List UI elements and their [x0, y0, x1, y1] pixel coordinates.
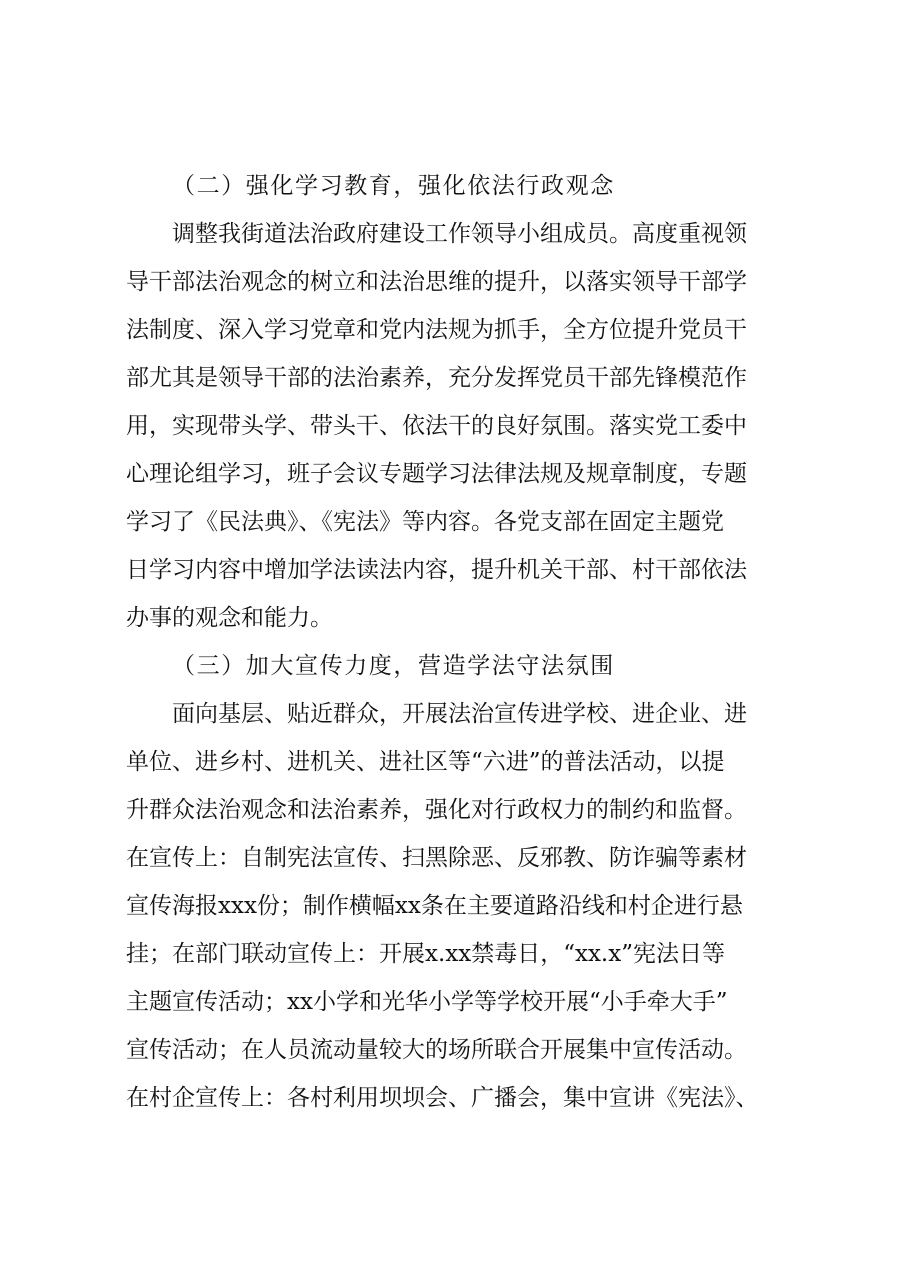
- section-2-paragraph-line-2: 导干部法治观念的树立和法治思维的提升，以落实领导干部学: [126, 269, 747, 295]
- section-3-paragraph-line-2: 单位、进乡村、进机关、进社区等“六进”的普法活动，以提: [126, 749, 725, 775]
- section-3-paragraph-line-7: 主题宣传活动；xx小学和光华小学等学校开展“小手牵大手”: [126, 989, 728, 1015]
- section-3-paragraph-line-6: 挂；在部门联动宣传上：开展x.xx禁毒日，“xx.x”宪法日等: [126, 941, 725, 967]
- section-2-paragraph-line-7: 学习了《民法典》、《宪法》等内容。各党支部在固定主题党: [126, 509, 724, 535]
- section-3-heading: （三）加大宣传力度，营造学法守法氛围: [172, 653, 615, 679]
- section-2-paragraph-line-8: 日学习内容中增加学法读法内容，提升机关干部、村干部依法: [126, 557, 747, 583]
- section-2-paragraph-line-9: 办事的观念和能力。: [126, 605, 333, 631]
- section-2-paragraph-line-3: 法制度、深入学习党章和党内法规为抓手，全方位提升党员干: [126, 317, 747, 343]
- section-3-paragraph-line-5: 宣传海报xxx份；制作横幅xx条在主要道路沿线和村企进行悬: [126, 893, 743, 919]
- section-2-paragraph-line-6: 心理论组学习，班子会议专题学习法律法规及规章制度，专题: [126, 461, 747, 487]
- section-3-paragraph-line-4: 在宣传上：自制宪法宣传、扫黑除恶、反邪教、防诈骗等素材: [126, 845, 747, 871]
- section-2-paragraph-line-5: 用，实现带头学、带头干、依法干的良好氛围。落实党工委中: [126, 413, 747, 439]
- section-2-paragraph-line-1: 调整我街道法治政府建设工作领导小组成员。高度重视领: [172, 221, 747, 247]
- section-2-paragraph-line-4: 部尤其是领导干部的法治素养，充分发挥党员干部先锋模范作: [126, 365, 747, 391]
- section-3-paragraph-line-8: 宣传活动；在人员流动量较大的场所联合开展集中宣传活动。: [126, 1037, 747, 1063]
- section-3-paragraph-line-9: 在村企宣传上：各村利用坝坝会、广播会，集中宣讲《宪法》、: [126, 1085, 759, 1111]
- section-2-heading: （二）强化学习教育，强化依法行政观念: [172, 173, 615, 199]
- section-3-paragraph-line-3: 升群众法治观念和法治素养，强化对行政权力的制约和监督。: [126, 797, 747, 823]
- section-3-paragraph-line-1: 面向基层、贴近群众，开展法治宣传进学校、进企业、进: [172, 701, 747, 727]
